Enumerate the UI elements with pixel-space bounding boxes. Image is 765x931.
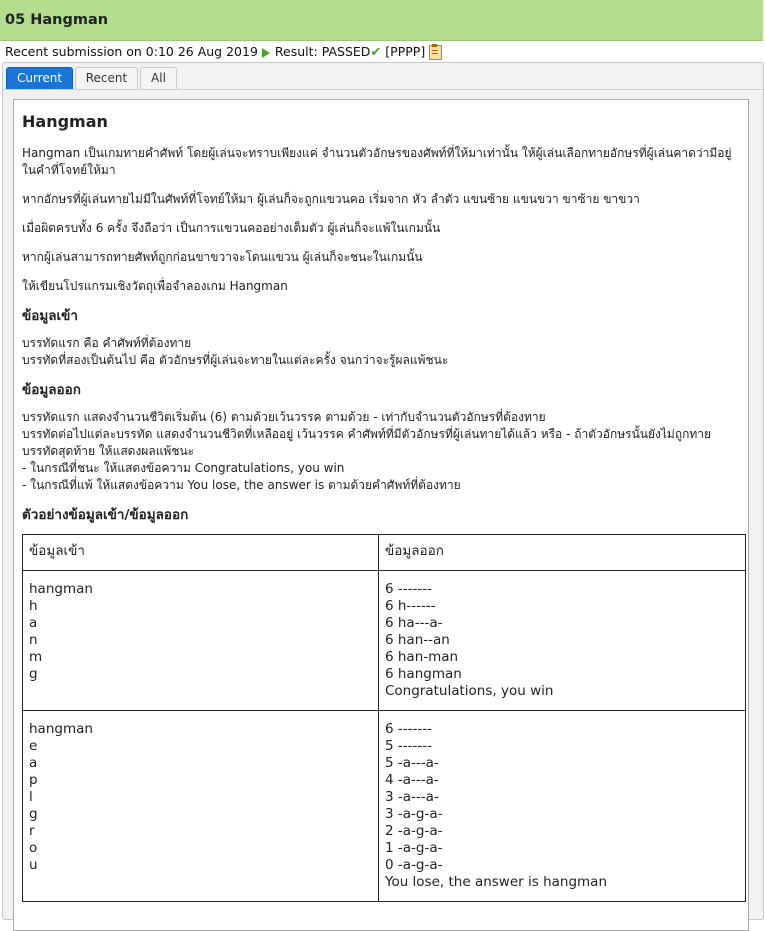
example-line: Congratulations, you win xyxy=(385,683,554,699)
example-line: 6 ------- xyxy=(385,581,432,597)
submission-status xyxy=(5,44,442,60)
example-line: a xyxy=(29,615,38,631)
input-line: บรรทัดแรก คือ คำศัพท์ที่ต้องทาย xyxy=(22,336,192,350)
title-bar xyxy=(0,0,763,41)
example-line: 4 -a---a- xyxy=(385,772,439,788)
input-line: บรรทัดที่สองเป็นต้นไป คือ ตัวอักษรที่ผู้เล่นจะทายในแต่ละครั้ง จนกว่าจะรู้ผลแพ้ชนะ xyxy=(22,353,449,367)
example-line: 6 ha---a- xyxy=(385,615,443,631)
example-line: 6 h------ xyxy=(385,598,436,614)
clipboard-icon[interactable] xyxy=(429,45,442,60)
table-header-output: ข้อมูลออก xyxy=(379,535,746,571)
example-line: g xyxy=(29,666,38,682)
paragraph-lose: เมื่อผิดครบทั้ง 6 ครั้ง จึงถือว่า เป็นการแขวนคออย่างเต็มตัว ผู้เล่นก็จะแพ้ในเกมนั้น xyxy=(22,221,441,235)
example-line: e xyxy=(29,738,38,754)
tab-current[interactable]: Current xyxy=(6,67,73,90)
example-line: n xyxy=(29,632,38,648)
output-heading: ข้อมูลออก xyxy=(22,382,81,398)
output-line: - ในกรณีที่ชนะ ให้แสดงข้อความ Congratulations, you win xyxy=(22,461,345,475)
paragraph-win: หากผู้เล่นสามารถทายศัพท์ถูกก่อนขาขวาจะโดนแขวน ผู้เล่นก็จะชนะในเกมนั้น xyxy=(22,250,423,264)
problem-body xyxy=(22,112,740,902)
output-line: บรรทัดแรก แสดงจำนวนชีวิตเริ่มต้น (6) ตามด้วยเว้นวรรค ตามด้วย - เท่ากับจำนวนตัวอักษรที่ต้องทาย xyxy=(22,410,546,424)
example-line: 5 -a---a- xyxy=(385,755,439,771)
example-output-cell xyxy=(379,711,746,902)
output-description xyxy=(22,409,740,494)
example-line: hangman xyxy=(29,581,93,597)
paragraph-task: ให้เขียนโปรแกรมเชิงวัตถุเพื่อจำลองเกม Hangman xyxy=(22,279,288,293)
example-line: p xyxy=(29,772,38,788)
example-line: r xyxy=(29,823,35,839)
result-label: Result: PASSED xyxy=(274,44,371,59)
input-heading: ข้อมูลเข้า xyxy=(22,308,78,324)
table-header-row xyxy=(23,535,746,571)
paragraph-intro: Hangman เป็นเกมทายคำศัพท์ โดยผู้เล่นจะทราบเพียงแค่ จำนวนตัวอักษรของศัพท์ที่ให้มาเท่านั้น ให้ผู้เล่นเลือกทายอักษรที่ผู้เล่นคาดว่ามีอยู่ในคำที่โจทย์ให้มา xyxy=(22,146,732,177)
table-header-input: ข้อมูลเข้า xyxy=(23,535,379,571)
check-icon: ✔ xyxy=(370,45,382,60)
example-line: 5 ------- xyxy=(385,738,432,754)
example-line: hangman xyxy=(29,721,93,737)
play-icon[interactable] xyxy=(262,48,270,58)
paragraph-rule: หากอักษรที่ผู้เล่นทายไม่มีในศัพท์ที่โจทย์ให้มา ผู้เล่นก็จะถูกแขวนคอ เริ่มจาก หัว ลำตัว แขนซ้าย แขนขวา ขาซ้าย ขาขวา xyxy=(22,192,640,206)
submission-panel xyxy=(2,62,764,920)
problem-content xyxy=(13,99,749,931)
table-row xyxy=(23,571,746,711)
example-line: 6 han-man xyxy=(385,649,459,665)
page-title: 05 Hangman xyxy=(5,12,109,28)
input-description xyxy=(22,335,740,369)
example-line: 6 han--an xyxy=(385,632,450,648)
example-table xyxy=(22,534,746,902)
tab-divider xyxy=(3,89,763,90)
example-line: You lose, the answer is hangman xyxy=(385,874,607,890)
example-input-cell xyxy=(23,571,379,711)
example-line: 6 hangman xyxy=(385,666,462,682)
submission-label: Recent submission on 0:10 26 Aug 2019 xyxy=(5,44,258,59)
example-line: l xyxy=(29,789,33,805)
example-line: h xyxy=(29,598,38,614)
example-line: 2 -a-g-a- xyxy=(385,823,443,839)
example-output-cell xyxy=(379,571,746,711)
output-line: - ในกรณีที่แพ้ ให้แสดงข้อความ You lose, the answer is ตามด้วยคำศัพท์ที่ต้องทาย xyxy=(22,478,461,492)
result-code: [PPPP] xyxy=(385,44,426,59)
example-line: m xyxy=(29,649,43,665)
example-line: o xyxy=(29,840,38,856)
table-row xyxy=(23,711,746,902)
example-input-cell xyxy=(23,711,379,902)
example-line: u xyxy=(29,857,38,873)
problem-title: Hangman xyxy=(22,112,108,131)
output-line: บรรทัดสุดท้าย ให้แสดงผลแพ้ชนะ xyxy=(22,444,195,458)
tab-all[interactable]: All xyxy=(140,67,177,90)
example-line: 3 -a-g-a- xyxy=(385,806,443,822)
example-line: a xyxy=(29,755,38,771)
tab-recent[interactable]: Recent xyxy=(75,67,138,90)
output-line: บรรทัดต่อไปแต่ละบรรทัด แสดงจำนวนชีวิตที่เหลืออยู่ เว้นวรรค คำศัพท์ที่มีตัวอักษรที่ผู้เล่นทายได้แล้ว หรือ - ถ้าตัวอักษรนั้นยังไม่ถูกทาย xyxy=(22,427,712,441)
example-line: 6 ------- xyxy=(385,721,432,737)
example-line: 0 -a-g-a- xyxy=(385,857,443,873)
example-line: 1 -a-g-a- xyxy=(385,840,443,856)
example-heading: ตัวอย่างข้อมูลเข้า/ข้อมูลออก xyxy=(22,507,189,523)
example-line: g xyxy=(29,806,38,822)
example-line: 3 -a---a- xyxy=(385,789,439,805)
